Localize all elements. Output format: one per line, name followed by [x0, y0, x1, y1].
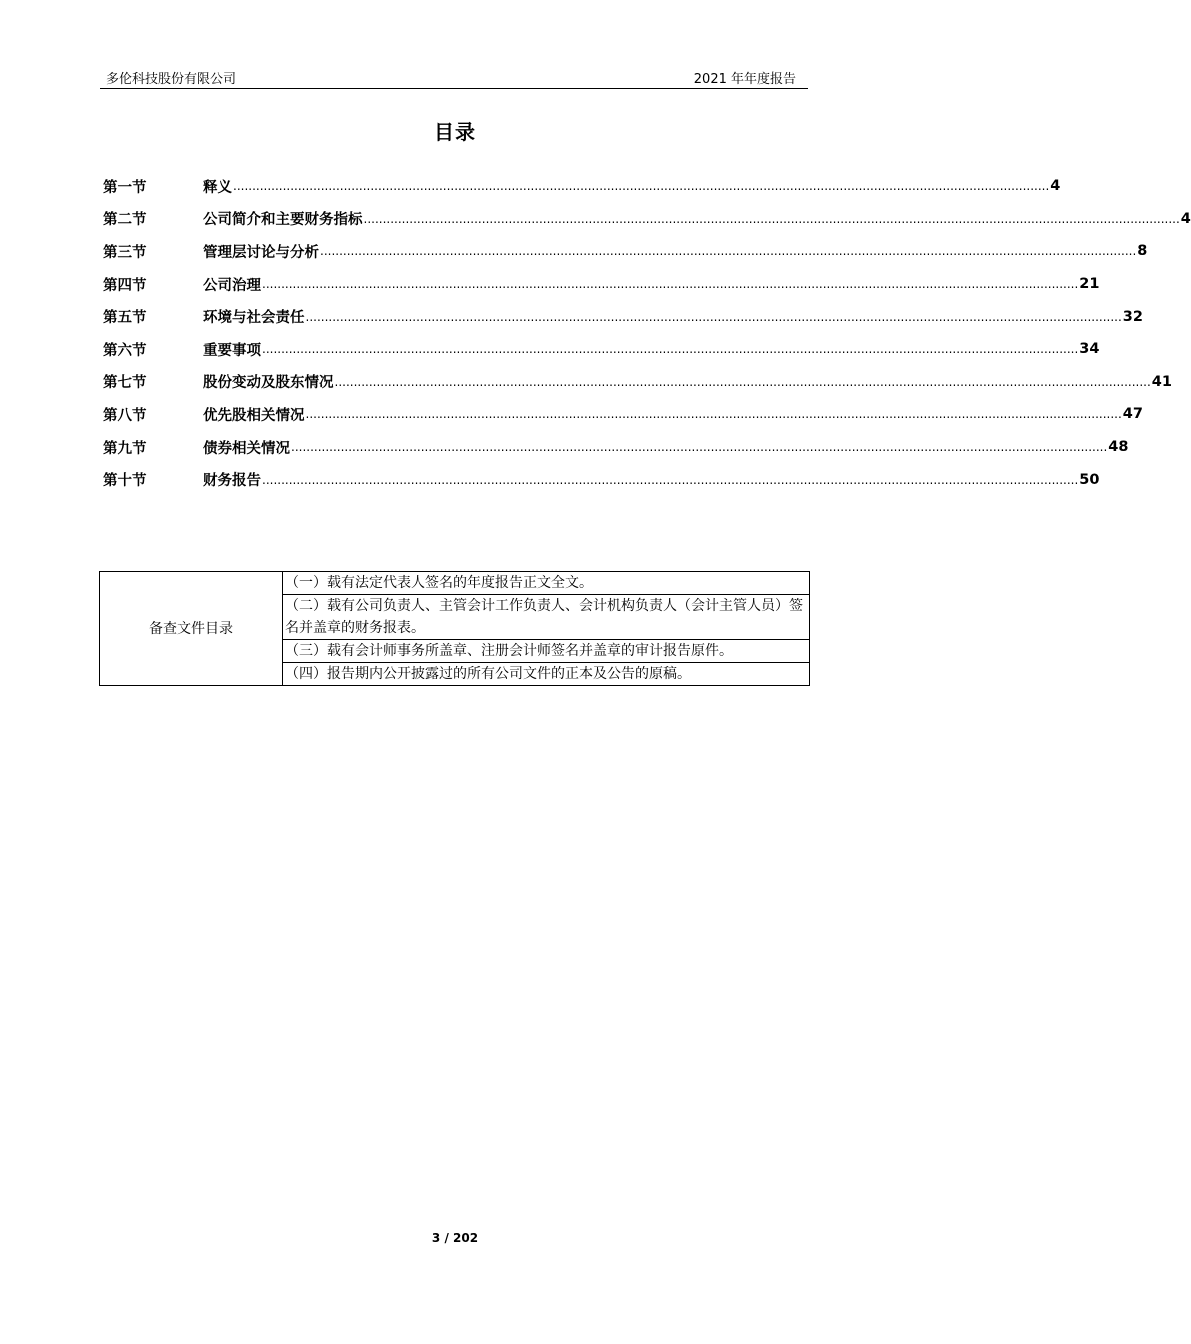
company-name: 多伦科技股份有限公司	[106, 72, 237, 87]
toc-title: 债券相关情况	[203, 440, 290, 457]
toc-page: 41	[1151, 373, 1172, 390]
toc-title: 重要事项	[203, 342, 261, 359]
table-of-contents	[103, 170, 1191, 496]
toc-entry[interactable]	[103, 300, 1143, 333]
table-row	[100, 572, 810, 595]
page-title: 目录	[434, 120, 476, 144]
toc-leader: ......................................................................................................................................................................................................................	[262, 472, 1079, 487]
toc-page: 50	[1079, 471, 1100, 488]
toc-entry[interactable]	[103, 170, 1061, 203]
toc-page: 32	[1122, 308, 1143, 325]
toc-leader: ......................................................................................................................................................................................................................	[233, 179, 1050, 194]
toc-entry[interactable]	[103, 431, 1129, 464]
toc-page: 21	[1079, 276, 1100, 293]
reference-doc-item: （二）载有公司负责人、主管会计工作负责人、会计机构负责人（会计主管人员）签名并盖章的财务报表。	[283, 595, 810, 640]
toc-title: 公司治理	[203, 277, 261, 294]
toc-leader: ......................................................................................................................................................................................................................	[320, 244, 1137, 259]
toc-section: 第一节	[103, 179, 147, 196]
toc-section: 第五节	[103, 310, 147, 327]
reference-doc-item: （三）载有会计师事务所盖章、注册会计师签名并盖章的审计报告原件。	[283, 640, 810, 663]
toc-leader: ......................................................................................................................................................................................................................	[262, 277, 1079, 292]
toc-entry[interactable]	[103, 235, 1148, 268]
toc-leader: ......................................................................................................................................................................................................................	[334, 374, 1151, 389]
toc-page: 4	[1050, 178, 1061, 195]
toc-page: 8	[1137, 243, 1148, 260]
toc-title: 释义	[203, 179, 232, 196]
toc-page: 47	[1122, 406, 1143, 423]
toc-page: 34	[1079, 341, 1100, 358]
toc-title: 股份变动及股东情况	[203, 375, 334, 392]
toc-leader: ......................................................................................................................................................................................................................	[262, 342, 1079, 357]
toc-page: 4	[1180, 210, 1191, 227]
toc-leader: ......................................................................................................................................................................................................................	[305, 309, 1122, 324]
toc-section: 第八节	[103, 407, 147, 424]
reference-doc-item: （一）载有法定代表人签名的年度报告正文全文。	[283, 572, 810, 595]
toc-section: 第七节	[103, 375, 147, 392]
toc-page: 48	[1108, 439, 1129, 456]
toc-section: 第十节	[103, 473, 147, 490]
toc-entry[interactable]	[103, 268, 1100, 301]
toc-leader: ......................................................................................................................................................................................................................	[363, 211, 1180, 226]
toc-section: 第四节	[103, 277, 147, 294]
toc-entry[interactable]	[103, 203, 1191, 236]
toc-entry[interactable]	[103, 333, 1100, 366]
page-number: 3 / 202	[431, 1231, 479, 1245]
toc-entry[interactable]	[103, 463, 1100, 496]
toc-title: 管理层讨论与分析	[203, 244, 319, 261]
page-header	[100, 66, 808, 89]
toc-title: 财务报告	[203, 473, 261, 490]
toc-section: 第六节	[103, 342, 147, 359]
toc-entry[interactable]	[103, 398, 1143, 431]
toc-title: 环境与社会责任	[203, 310, 305, 327]
reference-doc-item: （四）报告期内公开披露过的所有公司文件的正本及公告的原稿。	[283, 663, 810, 686]
toc-leader: ......................................................................................................................................................................................................................	[291, 440, 1108, 455]
reference-documents-table	[99, 571, 810, 686]
toc-section: 第二节	[103, 212, 147, 229]
toc-section: 第九节	[103, 440, 147, 457]
report-name: 2021 年年度报告	[693, 72, 796, 87]
toc-section: 第三节	[103, 244, 147, 261]
toc-title: 公司简介和主要财务指标	[203, 212, 363, 229]
reference-docs-label: 备查文件目录	[100, 572, 283, 686]
toc-leader: ......................................................................................................................................................................................................................	[305, 407, 1122, 422]
toc-entry[interactable]	[103, 366, 1172, 399]
toc-title: 优先股相关情况	[203, 407, 305, 424]
